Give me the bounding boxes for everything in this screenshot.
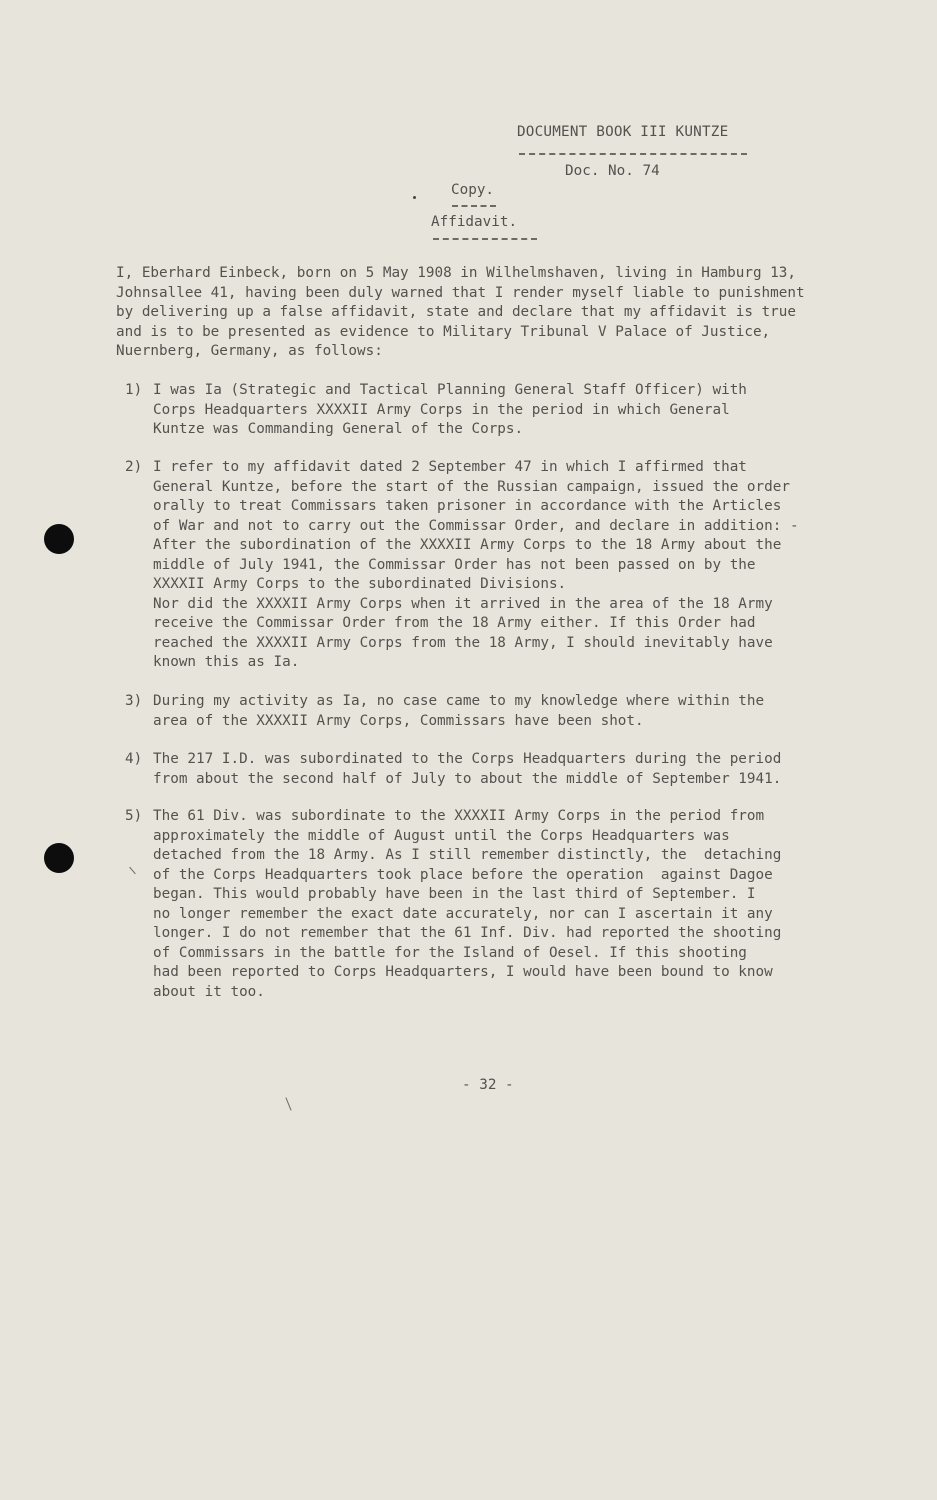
punch-hole-lower: [44, 843, 74, 873]
punch-hole-upper: [44, 524, 74, 554]
item-line: of the Corps Headquarters took place before the operation against Dagoe: [153, 866, 773, 883]
item-line: The 61 Div. was subordinate to the XXXXII Army Corps in the period from: [153, 808, 765, 824]
item-body: [153, 458, 885, 673]
affidavit-title: Affidavit.: [431, 214, 518, 230]
item-line: detached from the 18 Army. As I still remember distinctly, the detaching: [153, 847, 782, 863]
item-line: middle of July 1941, the Commissar Order has not been passed on by the: [153, 556, 756, 573]
header-underline: [519, 153, 747, 155]
item-line: Corps Headquarters XXXXII Army Corps in the period in which General: [153, 401, 730, 418]
item-line: area of the XXXXII Army Corps, Commissars have been shot.: [153, 712, 644, 729]
copy-label: Copy.: [451, 182, 495, 198]
item-line: of War and not to carry out the Commissar Order, and declare in addition: -: [153, 517, 799, 534]
intro-line: Nuernberg, Germany, as follows:: [116, 343, 383, 359]
intro-line: by delivering up a false affidavit, state and declare that my affidavit is true: [116, 304, 796, 320]
document-book-reference: DOCUMENT BOOK III KUNTZE: [517, 124, 729, 140]
item-line: I refer to my affidavit dated 2 September 47 in which I affirmed that: [153, 459, 747, 475]
item-line: from about the second half of July to about the middle of September 1941.: [153, 770, 782, 787]
item-line: reached the XXXXII Army Corps from the 18 Army, I should inevitably have: [153, 634, 773, 651]
intro-line: and is to be presented as evidence to Military Tribunal V Palace of Justice,: [116, 323, 771, 340]
stray-dot: [413, 196, 416, 199]
document-number: Doc. No. 74: [565, 163, 660, 179]
item-line: no longer remember the exact date accurately, nor can I ascertain it any: [153, 905, 773, 922]
item-number: 3): [125, 693, 143, 709]
item-line: XXXXII Army Corps to the subordinated Divisions.: [153, 576, 567, 592]
page-number: - 32 -: [462, 1077, 514, 1093]
item-body: [153, 381, 885, 440]
intro-line: I, Eberhard Einbeck, born on 5 May 1908 in Wilhelmshaven, living in Hamburg 13,: [116, 265, 796, 281]
item-line: The 217 I.D. was subordinated to the Corps Headquarters during the period: [153, 751, 782, 767]
item-line: General Kuntze, before the start of the Russian campaign, issued the order: [153, 478, 790, 495]
item-line: Nor did the XXXXII Army Corps when it arrived in the area of the 18 Army: [153, 595, 773, 612]
stray-pen-mark: [129, 867, 136, 875]
item-body: [153, 692, 885, 731]
item-line: known this as Ia.: [153, 654, 300, 670]
item-body: [153, 750, 885, 789]
item-number: 1): [125, 382, 143, 398]
item-number: 5): [125, 808, 143, 824]
item-line: receive the Commissar Order from the 18 Army either. If this Order had: [153, 615, 756, 631]
item-line: After the subordination of the XXXXII Army Corps to the 18 Army about the: [153, 537, 782, 553]
item-line: began. This would probably have been in the last third of September. I: [153, 886, 756, 902]
item-line: orally to treat Commissars taken prisoner in accordance with the Articles: [153, 498, 782, 514]
intro-paragraph: [116, 264, 896, 362]
item-line: of Commissars in the battle for the Island of Oesel. If this shooting: [153, 944, 747, 961]
intro-line: Johnsallee 41, having been duly warned that I render myself liable to punishment: [116, 284, 805, 301]
item-number: 2): [125, 459, 143, 475]
item-line: approximately the middle of August until the Corps Headquarters was: [153, 827, 730, 844]
item-number: 4): [125, 751, 143, 767]
item-line: longer. I do not remember that the 61 Inf. Div. had reported the shooting: [153, 925, 782, 941]
item-body: [153, 807, 885, 1002]
stray-pen-mark: [285, 1097, 291, 1110]
copy-underline: [452, 205, 496, 207]
item-line: During my activity as Ia, no case came to my knowledge where within the: [153, 693, 765, 709]
affidavit-underline: [433, 238, 537, 240]
item-line: about it too.: [153, 983, 265, 1000]
item-line: Kuntze was Commanding General of the Corps.: [153, 421, 524, 437]
item-line: I was Ia (Strategic and Tactical Planning General Staff Officer) with: [153, 382, 747, 398]
item-line: had been reported to Corps Headquarters, I would have been bound to know: [153, 964, 773, 980]
